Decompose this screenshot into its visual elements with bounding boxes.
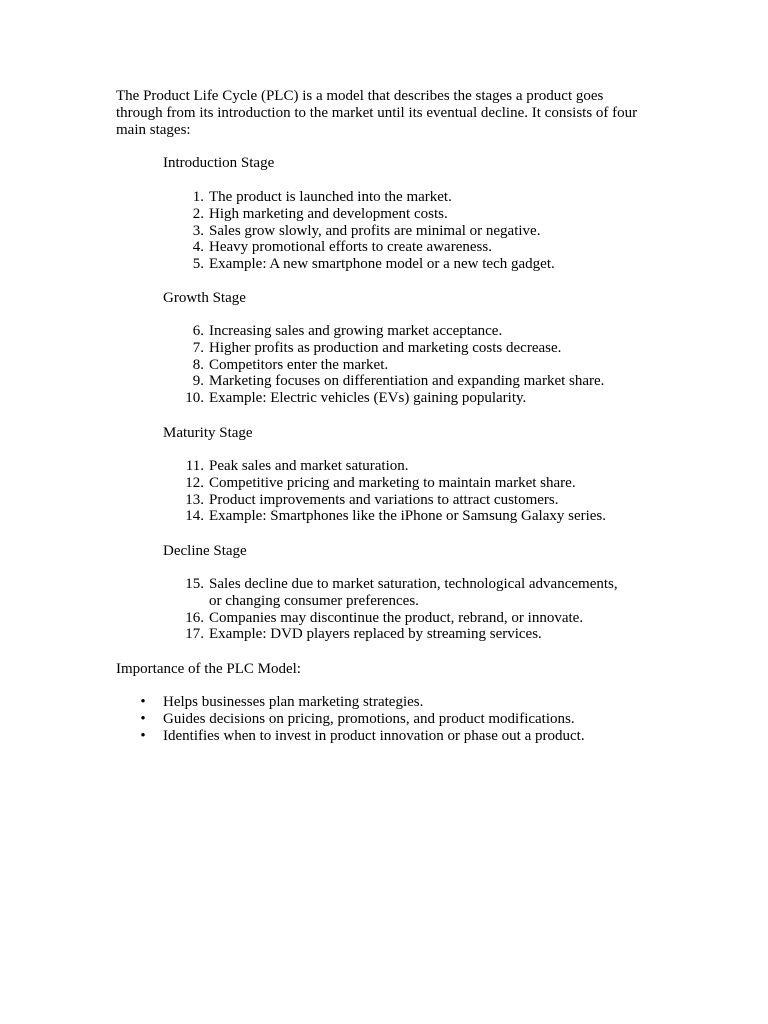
list-item-number: 7. [192,339,204,356]
list-item [163,390,663,407]
list-item [163,323,663,340]
list-item-number: 10. [185,390,204,407]
growth-stage-list [163,323,663,407]
list-item [163,492,663,509]
list-item-text: Increasing sales and growing market acceptance. [209,323,503,339]
introduction-stage-list [163,189,663,273]
list-item [116,711,656,728]
bullet-icon: • [140,727,146,744]
list-item-number: 1. [192,189,204,205]
importance-heading: Importance of the PLC Model: [116,661,301,677]
list-item-text: Marketing focuses on differentiation and expanding market share. [209,373,605,390]
list-item-number: 11. [185,458,204,474]
decline-stage-list [163,576,633,643]
list-item [163,189,663,206]
list-item [163,357,663,374]
list-item [163,508,663,525]
bullet-icon: • [140,710,146,727]
list-item-text: Example: Smartphones like the iPhone or Samsung Galaxy series. [209,508,607,525]
list-item-text: Identifies when to invest in product innovation or phase out a product. [163,727,585,744]
list-item [163,206,663,223]
list-item-text: Peak sales and market saturation. [209,458,409,474]
list-item [163,256,663,273]
list-item-number: 15. [185,576,204,592]
list-item [163,223,663,240]
list-item-text: Competitors enter the market. [209,356,389,373]
list-item-number: 6. [192,323,204,339]
maturity-stage-list [163,458,663,525]
list-item-text: Example: Electric vehicles (EVs) gaining popularity. [209,390,527,407]
list-item [163,475,663,492]
list-item-text: Higher profits as production and marketing costs decrease. [209,339,562,356]
list-item-number: 4. [192,239,204,256]
list-item-text: Sales grow slowly, and profits are minimal or negative. [209,222,541,239]
list-item-text: The product is launched into the market. [209,189,452,205]
list-item-text: Example: A new smartphone model or a new tech gadget. [209,256,555,273]
stage-heading-maturity: Maturity Stage [163,425,253,441]
list-item [116,694,656,711]
list-item-text: High marketing and development costs. [209,205,448,222]
intro-paragraph: The Product Life Cycle (PLC) is a model that describes the stages a product goes through from its introduction to the market until its eventual decline. It consists of four main stages: [116,88,638,138]
list-item-text: Guides decisions on pricing, promotions, and product modifications. [163,710,575,727]
list-item-number: 2. [192,205,204,222]
list-item-number: 5. [192,256,204,273]
list-item [163,576,633,610]
list-item [163,626,633,643]
stage-heading-decline: Decline Stage [163,543,247,559]
list-item-number: 9. [192,373,204,390]
list-item [163,239,663,256]
list-item-text: Competitive pricing and marketing to maintain market share. [209,474,576,491]
list-item-number: 12. [185,474,204,491]
list-item-text: Product improvements and variations to attract customers. [209,491,559,508]
list-item-number: 14. [185,508,204,525]
list-item [116,728,656,745]
importance-list [116,694,656,744]
list-item-text: Heavy promotional efforts to create awareness. [209,239,492,256]
list-item [163,458,663,475]
list-item-number: 13. [185,491,204,508]
list-item [163,373,663,390]
list-item-text: Companies may discontinue the product, rebrand, or innovate. [209,609,584,626]
list-item-number: 16. [185,609,204,626]
stage-heading-introduction: Introduction Stage [163,155,275,171]
list-item [163,340,663,357]
stage-heading-growth: Growth Stage [163,290,246,306]
list-item-text: Helps businesses plan marketing strategies. [163,694,424,710]
list-item-number: 3. [192,222,204,239]
list-item-number: 8. [192,356,204,373]
list-item-number: 17. [185,626,204,643]
list-item-text: Sales decline due to market saturation, technological advancements, or changing consumer preferences. [209,576,618,609]
list-item [163,610,633,627]
list-item-text: Example: DVD players replaced by streaming services. [209,626,542,643]
bullet-icon: • [140,694,146,710]
